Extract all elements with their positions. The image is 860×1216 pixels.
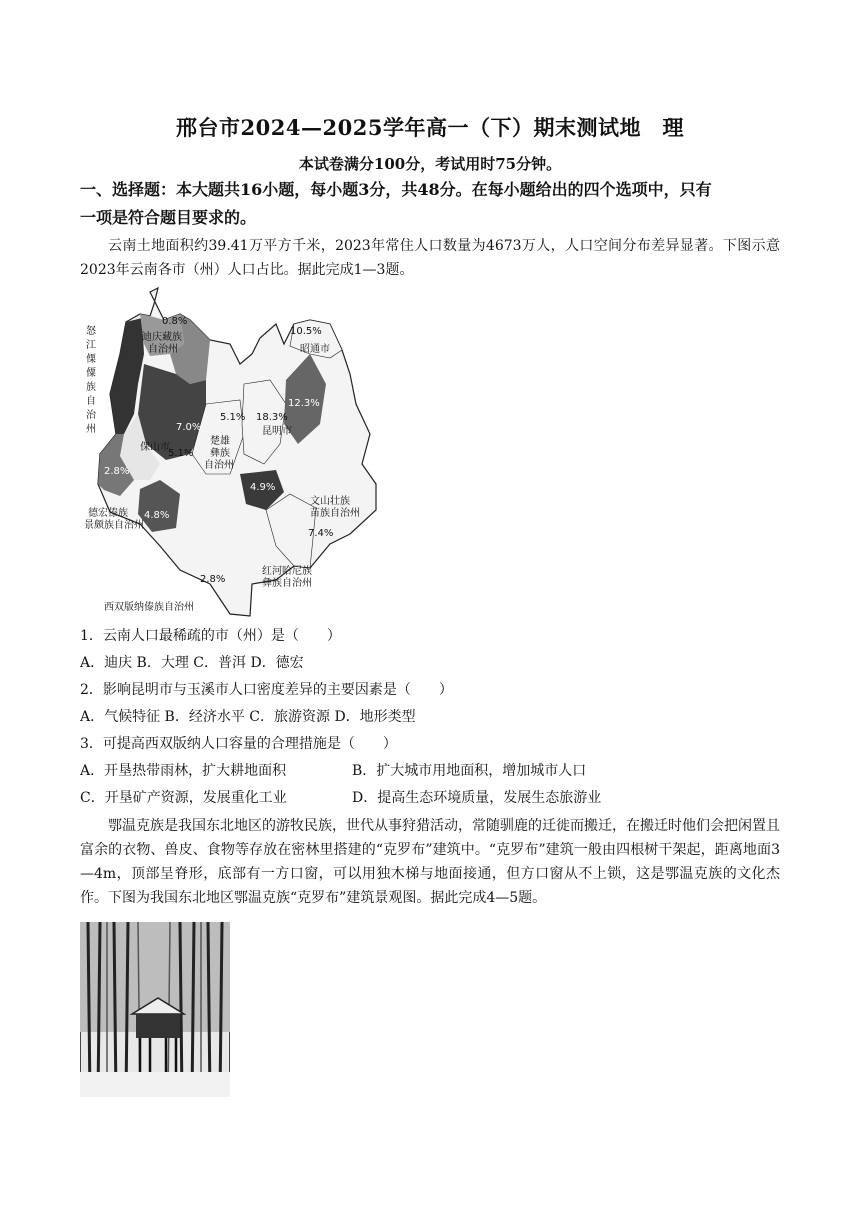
label-chuxiong-3: 自治州	[204, 460, 234, 471]
label-nujiang-3: 傈	[86, 354, 96, 365]
label-zhaotong: 昭通市	[300, 344, 330, 355]
section-heading-line1: 一、选择题：本大题共16小题，每小题3分，共48分。在每小题给出的四个选项中，只有	[80, 180, 712, 199]
question-3-option-d: D．提高生态环境质量，发展生态旅游业	[352, 790, 602, 806]
label-zhaotong-value: 10.5%	[290, 326, 322, 337]
label-chuxiong-2: 彝族	[210, 448, 230, 459]
page-title: 邢台市2024—2025学年高一（下）期末测试地 理	[176, 115, 684, 140]
question-1-options: A．迪庆 B．大理 C．普洱 D．德宏	[80, 655, 304, 671]
label-chuxiong-value: 5.1%	[220, 412, 246, 423]
label-lincang-value: 4.8%	[144, 510, 170, 521]
label-honghe-1: 红河哈尼族	[262, 566, 312, 577]
label-kunming-name: 昆明市	[262, 426, 292, 437]
label-dehong-1: 德宏傣族	[88, 508, 128, 519]
label-yuxi-value: 4.9%	[250, 482, 276, 493]
label-nujiang-5: 族	[86, 382, 96, 393]
yunnan-population-map	[80, 284, 390, 624]
question-2-stem: 2．影响昆明市与玉溪市人口密度差异的主要因素是（ ）	[80, 682, 453, 698]
passage-ewenki: 鄂温克族是我国东北地区的游牧民族，世代从事狩猎活动，常随驯鹿的迁徙而搬迁，在搬迁时他们会把闲置且富余的衣物、兽皮、食物等存放在密林里搭建的“克罗布”建筑中。“克罗布”建筑一般由四根树干架起，距离地面3—4m，顶部呈脊形，底部有一方口窗，可以用独木梯与地面接通，但方口窗从不上锁，这是鄂温克族的文化杰作。下图为我国东北地区鄂温克族“克罗布”建筑景观图。据此完成4—5题。	[80, 818, 780, 906]
question-3-option-c: C．开垦矿产资源，发展重化工业	[80, 790, 287, 806]
label-qujing-value: 12.3%	[288, 398, 320, 409]
label-nujiang-8: 州	[86, 424, 96, 435]
label-wenshan-2: 苗族自治州	[310, 508, 360, 519]
label-diqing-value: 0.8%	[162, 316, 188, 327]
label-xishuangbanna-value: 2.8%	[200, 574, 226, 585]
label-chuxiong-1: 楚雄	[210, 436, 230, 447]
label-dehong-2: 景颇族自治州	[84, 520, 144, 531]
label-baoshan-value: 5.1%	[168, 448, 194, 459]
section-heading-line2: 一项是符合题目要求的。	[80, 208, 257, 227]
label-wenshan-value: 7.4%	[308, 528, 334, 539]
label-honghe-2: 彝族自治州	[262, 578, 312, 589]
question-2-options: A．气候特征 B．经济水平 C．旅游资源 D．地形类型	[80, 709, 416, 725]
label-nujiang-4: 僳	[86, 368, 96, 379]
label-diqing: 迪庆藏族	[142, 332, 182, 343]
label-nujiang-6: 自	[86, 396, 96, 407]
label-baoshan-name: 保山市	[140, 442, 170, 453]
passage-yunnan: 云南土地面积约39.41万平方千米，2023年常住人口数量为4673万人，人口空间分布差异显著。下图示意2023年云南各市（州）人口占比。据此完成1—3题。	[80, 238, 780, 278]
label-nujiang-7: 治	[86, 410, 96, 421]
label-nujiang-2: 江	[86, 340, 96, 351]
question-1-stem: 1．云南人口最稀疏的市（州）是（ ）	[80, 628, 341, 644]
page-subtitle: 本试卷满分100分，考试用时75分钟。	[298, 155, 562, 173]
question-3-option-a: A．开垦热带雨林，扩大耕地面积	[80, 763, 287, 779]
label-diqing-2: 自治州	[148, 344, 178, 355]
label-dali-value: 7.0%	[176, 422, 202, 433]
question-3-stem: 3．可提高西双版纳人口容量的合理措施是（ ）	[80, 736, 397, 752]
label-dehong-value: 2.8%	[104, 466, 130, 477]
label-kunming-value: 18.3%	[256, 412, 288, 423]
label-wenshan-1: 文山壮族	[310, 496, 350, 507]
label-nujiang-1: 怒	[86, 326, 96, 337]
kelubu-building-photo	[80, 922, 230, 1097]
label-xishuangbanna: 西双版纳傣族自治州	[104, 602, 194, 613]
question-3-option-b: B．扩大城市用地面积，增加城市人口	[352, 763, 587, 779]
